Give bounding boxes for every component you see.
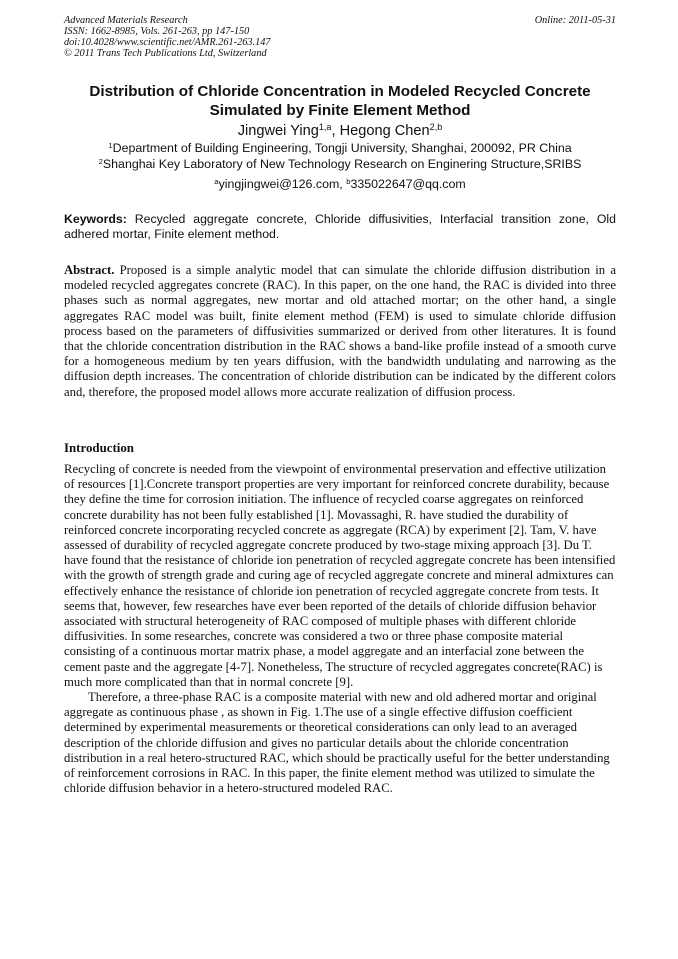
email-separator: , — [339, 177, 347, 191]
author-list — [64, 122, 616, 140]
online-date: Online: 2011-05-31 — [534, 15, 616, 26]
author-emails — [64, 177, 616, 192]
section-heading-introduction: Introduction — [64, 441, 134, 455]
copyright-line: © 2011 Trans Tech Publications Ltd, Switzerland — [64, 48, 267, 59]
author-name: Hegong Chen — [339, 123, 430, 139]
issn-line: ISSN: 1662-8985, Vols. 261-263, pp 147-150 — [64, 26, 250, 37]
paper-title: Distribution of Chloride Concentration in Modeled Recycled Concrete Simulated by Finite Element Method — [89, 83, 591, 119]
introduction-body — [64, 462, 616, 796]
abstract-block — [64, 263, 616, 400]
keywords-block — [64, 212, 616, 242]
author-separator: , — [331, 123, 340, 139]
body-paragraph: Recycling of concrete is needed from the viewpoint of environmental preservation and effective utilization of resources [1].Concrete transport properties are very important for reinforced concrete durability, because they define the time for corrosion initiation. The influence of recycled coarse aggregates on reinforced concrete durability has not been fully established [1]. Movassaghi, R. have studied the durability of reinforced concrete incorporating recycled concrete as aggregate (RCA) by experiment [2]. Tam, V. have assessed of durability of recycled aggregate concrete produced by two-stage mixing approach [3]. Du T. have found that the resistance of chloride ion penetration of recycled aggregate concrete has been intensified with the growth of strength grade and curing age of recycled aggregate concrete and mineral admixtures can effectively enhance the resistance of chloride ion penetration of recycled aggregate concrete from tests. It seems that, however, few researches have ever been reported of the details of chloride diffusion behavior associated with structural heterogeneity of RAC composed of multiple phases with different chloride diffusivities. In some researches, concrete was considered a two or three phase composite material consisting of a continuous mortar matrix phase, a model aggregate and an interfacial zone between the cement paste and the aggregate [4-7]. Nonetheless, The structure of recycled aggregates concrete(RAC) is much more complicated than that in normal concrete [9]. — [64, 462, 616, 689]
author-affiliation-mark: 1,a — [318, 122, 332, 133]
email-link[interactable]: 335022647@qq.com — [350, 177, 466, 191]
doi-line: doi:10.4028/www.scientific.net/AMR.261-263.147 — [64, 37, 271, 48]
affiliation-text: Department of Building Engineering, Tongji University, Shanghai, 200092, PR China — [112, 141, 572, 155]
affiliation-1 — [64, 141, 616, 156]
affiliation-mark: 1 — [108, 140, 113, 150]
author-name: Jingwei Ying — [237, 123, 319, 139]
affiliation-mark: 2 — [98, 156, 103, 166]
journal-header — [64, 15, 616, 59]
journal-name: Advanced Materials Research — [64, 15, 188, 26]
email-mark: a — [214, 176, 219, 186]
email-link[interactable]: yingjingwei@126.com — [218, 177, 340, 191]
author-affiliation-mark: 2,b — [429, 122, 443, 133]
body-paragraph: Therefore, a three-phase RAC is a composite material with new and old adhered mortar and original aggregate as continuous phase , as shown in Fig. 1.The use of a single effective diffusion coefficient determined by experimental measurements or theoretical considerations can only lead to an averaged description of the chloride diffusion and gives no particular details about the chloride concentration distribution in a real hetero-structured RAC, which should be practically useful for the better understanding of reinforcement corrosions in RAC. In this paper, the finite element method was utilized to simulate the chloride diffusion behavior in a hetero-structured modeled RAC. — [64, 690, 610, 796]
affiliation-2 — [64, 157, 616, 172]
affiliation-text: Shanghai Key Laboratory of New Technology Research on Enginering Structure,SRIBS — [102, 157, 582, 171]
abstract-label: Abstract. — [64, 263, 115, 277]
email-mark: b — [346, 176, 351, 186]
keywords-text: Recycled aggregate concrete, Chloride diffusivities, Interfacial transition zone, Old adhered mortar, Finite element method. — [64, 212, 616, 241]
abstract-text: Proposed is a simple analytic model that can simulate the chloride diffusion distribution in a modeled recycled aggregates concrete (RAC). In this paper, on the one hand, the RAC is divided into three phases such as normal aggregates, new mortar and old attached mortar; on the other hand, a single aggregates RAC model was built, finite element method (FEM) is used to simulate chloride diffusion process based on the parameters of diffusivities summarized or derived from other literatures. It is found that the chloride concentration distribution in the RAC shows a band-like profile instead of a smooth curve for a homogeneous medium by ten years diffusion, with the bandwidth undulating and narrowing as the diffusion depth increases. The concentration of chloride distribution can be indicated by the different colors and, therefore, the proposed model allows more accurate realization of diffusion process. — [64, 263, 616, 399]
keywords-label: Keywords: — [64, 212, 127, 226]
